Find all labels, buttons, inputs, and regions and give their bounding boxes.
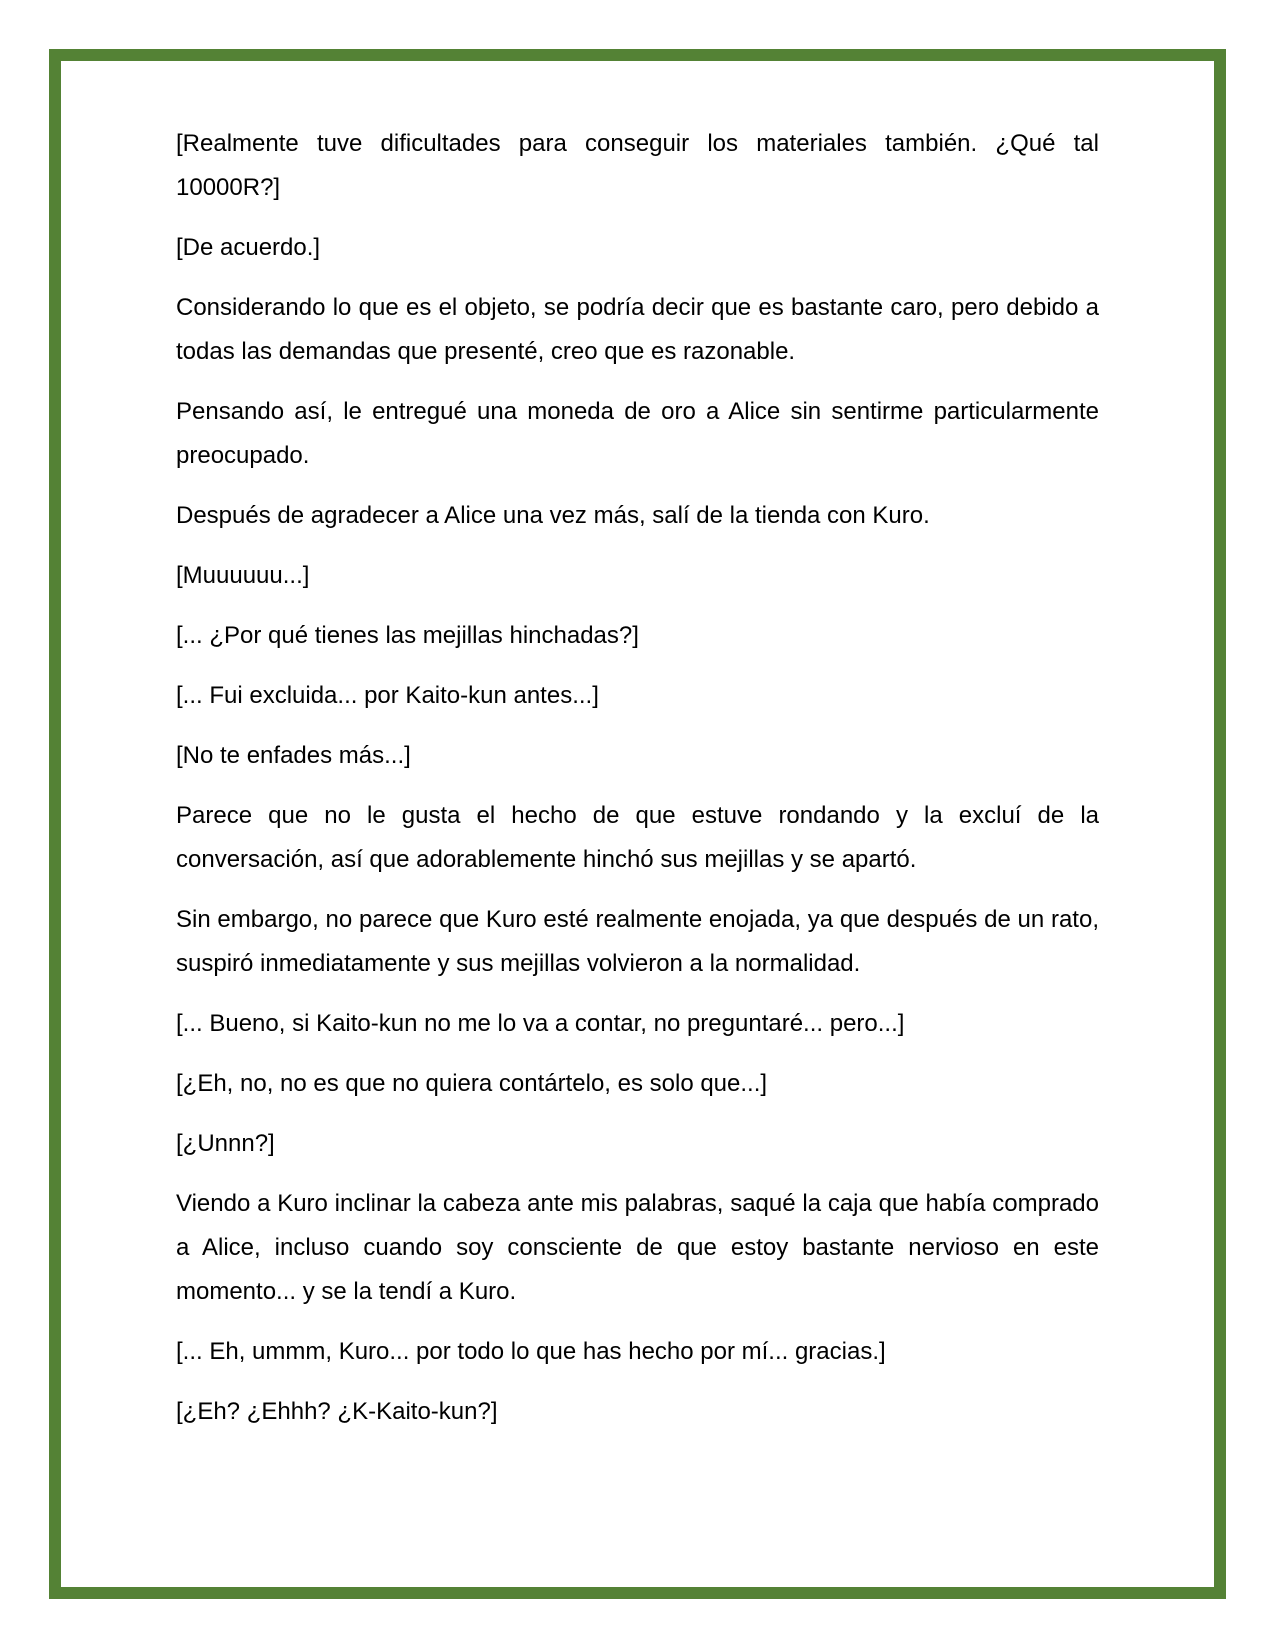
paragraph: [Realmente tuve dificultades para conseguir los materiales también. ¿Qué tal 10000R?]: [176, 130, 1099, 201]
paragraph: Sin embargo, no parece que Kuro esté realmente enojada, ya que después de un rato, suspiró inmediatamente y sus mejillas volvieron a la normalidad.: [176, 906, 1099, 977]
paragraph: [... Eh, ummm, Kuro... por todo lo que has hecho por mí... gracias.]: [176, 1338, 886, 1365]
paragraph: Pensando así, le entregué una moneda de oro a Alice sin sentirme particularmente preocupado.: [176, 398, 1099, 469]
paragraph: [Muuuuuu...]: [176, 562, 310, 589]
paragraph: [... ¿Por qué tienes las mejillas hinchadas?]: [176, 622, 639, 649]
paragraph: Parece que no le gusta el hecho de que estuve rondando y la excluí de la conversación, así que adorablemente hinchó sus mejillas y se apartó.: [176, 802, 1099, 873]
paragraph: [... Bueno, si Kaito-kun no me lo va a contar, no preguntaré... pero...]: [176, 1010, 905, 1037]
paragraph: [No te enfades más...]: [176, 742, 411, 769]
paragraph: [De acuerdo.]: [176, 234, 321, 261]
paragraph: Después de agradecer a Alice una vez más, salí de la tienda con Kuro.: [176, 502, 930, 529]
paragraph: [... Fui excluida... por Kaito-kun antes...]: [176, 682, 599, 709]
paragraph: [¿Eh, no, no es que no quiera contártelo, es solo que...]: [176, 1070, 768, 1097]
paragraph: Considerando lo que es el objeto, se podría decir que es bastante caro, pero debido a todas las demandas que presenté, creo que es razonable.: [176, 294, 1099, 365]
paragraph: [¿Unnn?]: [176, 1130, 275, 1157]
document-body: [176, 122, 1099, 1450]
paragraph: Viendo a Kuro inclinar la cabeza ante mis palabras, saqué la caja que había comprado a Alice, incluso cuando soy consciente de que estoy bastante nervioso en este momento... y se la tendí a Kuro.: [176, 1190, 1099, 1305]
paragraph: [¿Eh? ¿Ehhh? ¿K-Kaito-kun?]: [176, 1398, 498, 1425]
